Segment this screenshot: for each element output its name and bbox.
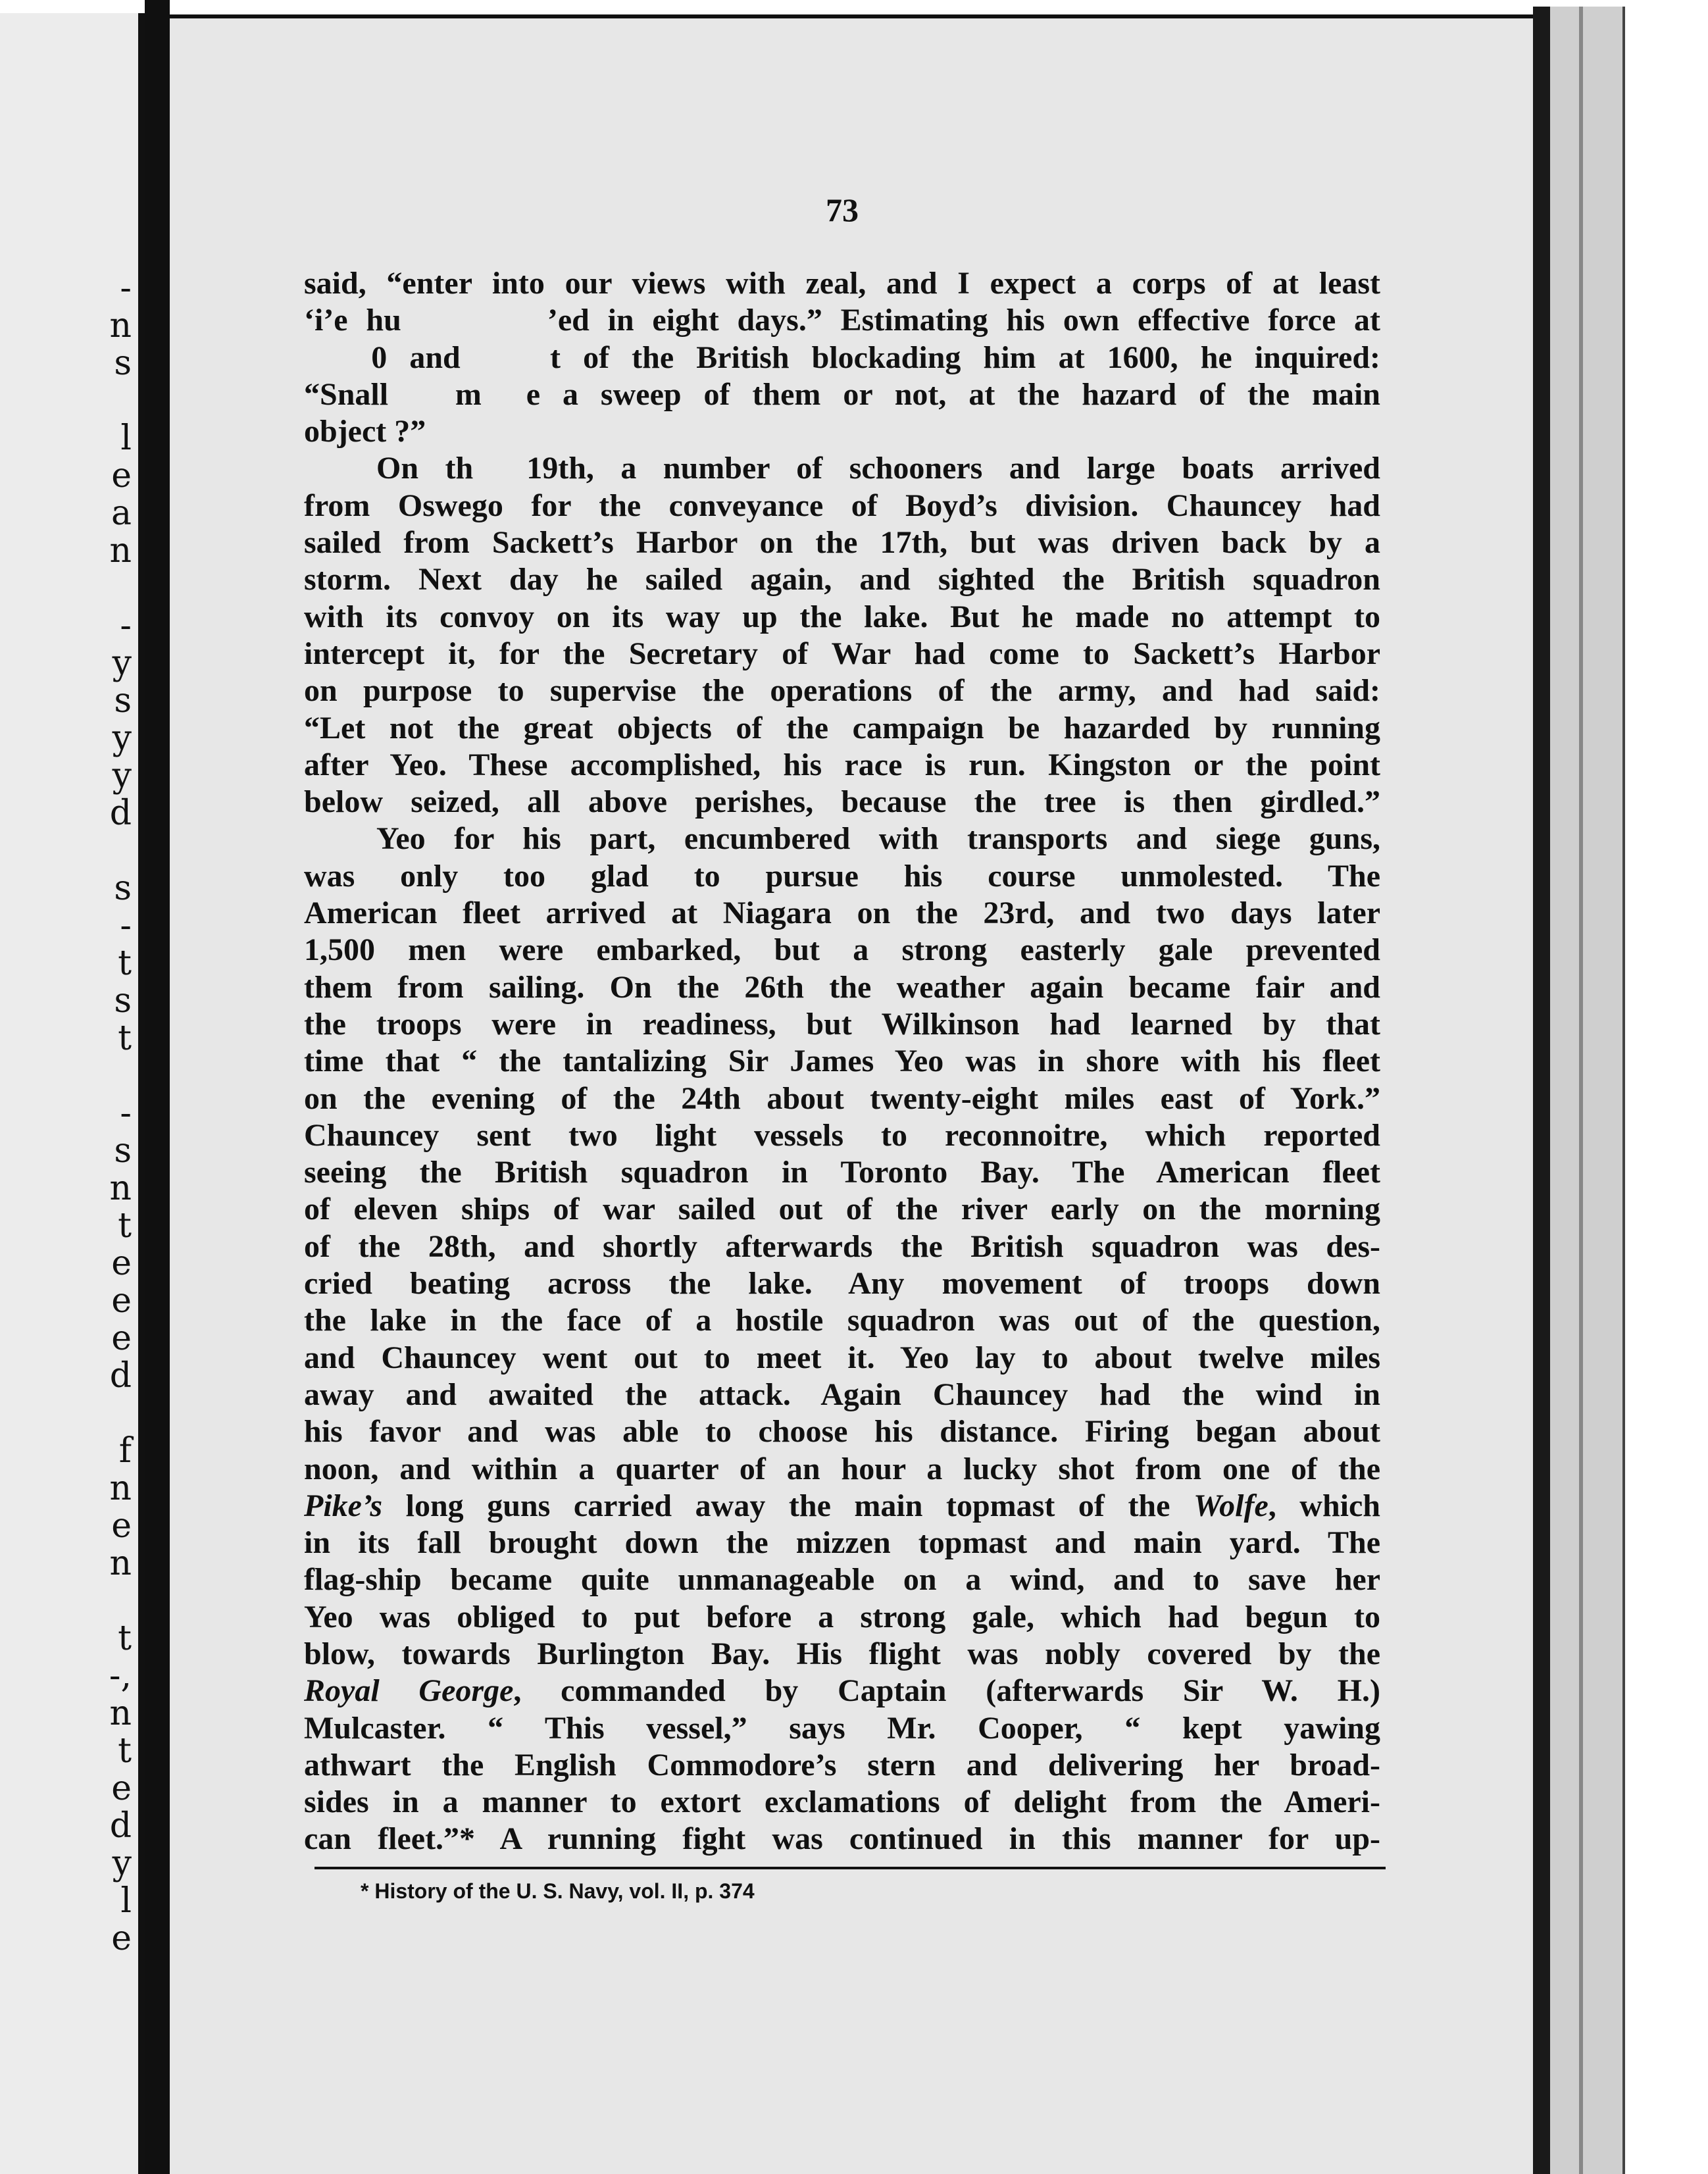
previous-page-letter: - [120,906,132,946]
text-line [304,1673,1380,1709]
footnote: * History of the U. S. Navy, vol. II, p. 374 [361,1879,755,1903]
previous-page-letter: s [114,869,132,908]
text-line: and Chauncey went out to meet it. Yeo lay to about twelve miles [304,1340,1380,1375]
text-line: “Snall m e a sweep of them or not, at the hazard of the main [304,376,1380,412]
text-line: American fleet arrived at Niagara on the 23rd, and two days later [304,896,1380,931]
previous-page-letter [105,832,132,870]
previous-page-letter: t [118,1019,132,1058]
page-number: 73 [826,191,859,228]
binding-gutter [145,0,170,2174]
text-line: can fleet.”* A running fight was continued in this manner for up- [304,1821,1380,1857]
previous-page-edge [0,13,145,2174]
previous-page-letter: n [109,531,132,570]
text-line: them from sailing. On the 26th the weather again became fair and [304,969,1380,1005]
previous-page-letter: e [111,1769,132,1808]
previous-page-letter: l [120,418,132,458]
previous-page-letter: d [109,1806,132,1846]
previous-page-letter: n [109,1469,132,1508]
previous-page-letter: s [114,343,132,383]
previous-page-letter: y [112,719,132,758]
previous-page-letter: s [114,681,132,720]
text-line: 1,500 men were embarked, but a strong easterly gale prevented [304,932,1380,968]
text-line: below seized, all above perishes, because the tree is then girdled.” [304,784,1380,820]
text-line: sailed from Sackett’s Harbor on the 17th, but was driven back by a [304,525,1380,561]
text-line: intercept it, for the Secretary of War had come to Sackett’s Harbor [304,636,1380,671]
previous-page-letter: e [111,1281,132,1321]
ship-name: Wolfe [1193,1488,1268,1523]
text-line: seeing the British squadron in Toronto Bay. The American fleet [304,1155,1380,1190]
text-line: on the evening of the 24th about twenty-eight miles east of York.” [304,1080,1380,1116]
text-line [304,1488,1380,1525]
previous-page-letter: e [111,1919,132,1958]
previous-page-letter: d [109,1356,132,1396]
previous-page-letter: t [118,944,132,983]
previous-page-letter: s [114,1131,132,1171]
page-stack-line [1579,7,1583,2174]
text-line: Yeo for his part, encumbered with transports and siege guns, [376,821,1380,857]
text-line: said, “enter into our views with zeal, and I expect a corps of at least [304,266,1380,301]
text-line: sides in a manner to extort exclamations of delight from the Ameri- [304,1784,1380,1820]
text-run: long guns carried away the main topmast of the [382,1488,1193,1523]
text-line: of the 28th, and shortly afterwards the British squadron was des- [304,1228,1380,1264]
text-line: Chauncey sent two light vessels to reconnoitre, which reported [304,1117,1380,1153]
previous-page-letter: y [112,1844,132,1883]
text-line: the troops were in readiness, but Wilkinson had learned by that [304,1006,1380,1042]
text-line: flag-ship became quite unmanageable on a wind, and to save her [304,1562,1380,1598]
text-line: ‘i’e hu ’ed in eight days.” Estimating his own effective force at [304,303,1380,338]
text-line: noon, and within a quarter of an hour a lucky shot from one of the [304,1451,1380,1486]
text-line: after Yeo. These accomplished, his race is run. Kingston or the point [304,747,1380,782]
text-line: blow, towards Burlington Bay. His flight was nobly covered by the [304,1636,1380,1671]
text-line: storm. Next day he sailed again, and sighted the British squadron [304,562,1380,597]
previous-page-letter: s [114,981,132,1021]
text-line: object ?” [304,414,426,449]
text-line: with its convoy on its way up the lake. But he made no attempt to [304,599,1380,634]
previous-page-letter: f [118,1431,132,1471]
previous-page-letter: e [111,1244,132,1283]
text-line: cried beating across the lake. Any movement of troops down [304,1266,1380,1302]
text-line: time that “ the tantalizing Sir James Yeo was in shore with his fleet [304,1044,1380,1079]
previous-page-letter: e [111,1506,132,1546]
text-run: , commanded by Captain (afterwards Sir W. H.) [513,1673,1380,1709]
previous-page-letter: n [109,1694,132,1733]
previous-page-letter: e [111,1319,132,1358]
previous-page-letter: a [111,493,132,533]
previous-page-letter: d [109,794,132,833]
previous-page-letter: t [118,1731,132,1771]
text-line: On th 19th, a number of schooners and large boats arrived [376,451,1380,486]
text-line: of eleven ships of war sailed out of the river early on the morning [304,1192,1380,1227]
previous-page-letter: - [120,268,132,308]
previous-page-letter: t [118,1619,132,1658]
footnote-rule [314,1867,1386,1869]
body-text [304,265,1380,1858]
previous-page-letter: e [111,456,132,495]
previous-page-letter [105,382,132,420]
previous-page-line-endings [105,270,132,1958]
text-line: in its fall brought down the mizzen topmast and main yard. The [304,1525,1380,1561]
previous-page-letter: t [118,1206,132,1246]
text-line: was only too glad to pursue his course unmolested. The [304,858,1380,894]
text-line: his favor and was able to choose his distance. Firing began about [304,1414,1380,1450]
page-edge-shadow [1533,7,1550,2174]
text-line: the lake in the face of a hostile squadron was out of the question, [304,1303,1380,1338]
previous-page-letter: n [109,1169,132,1208]
previous-page-letter: y [112,756,132,796]
text-line: athwart the English Commodore’s stern and delivering her broad- [304,1747,1380,1782]
previous-page-letter: -, [109,1656,132,1696]
ship-name: Pike’s [304,1488,383,1523]
text-line: on purpose to supervise the operations of the army, and had said: [304,673,1380,709]
text-run: , which [1268,1488,1380,1523]
previous-page-letter: y [112,644,132,683]
text-line: Yeo was obliged to put before a strong gale, which had begun to [304,1599,1380,1634]
previous-page-letter: - [120,1094,132,1133]
previous-page-letter [105,1582,132,1620]
previous-page-letter: n [109,1544,132,1583]
text-line: Mulcaster. “ This vessel,” says Mr. Cooper, “ kept yawing [304,1710,1380,1746]
previous-page-letter: n [109,306,132,345]
previous-page-letter [105,1395,132,1432]
text-line: “Let not the great objects of the campaign be hazarded by running [304,710,1380,746]
previous-page-letter: - [120,606,132,645]
text-line: from Oswego for the conveyance of Boyd’s division. Chauncey had [304,488,1380,523]
text-line: away and awaited the attack. Again Chauncey had the wind in [304,1377,1380,1412]
page-stack [1550,7,1625,2174]
previous-page-letter: l [120,1881,132,1921]
previous-page-letter [105,1057,132,1095]
text-line: 0 and t of the British blockading him at 1600, he inquired: [304,340,1380,375]
previous-page-letter [105,570,132,607]
ship-name: Royal George [304,1673,514,1709]
